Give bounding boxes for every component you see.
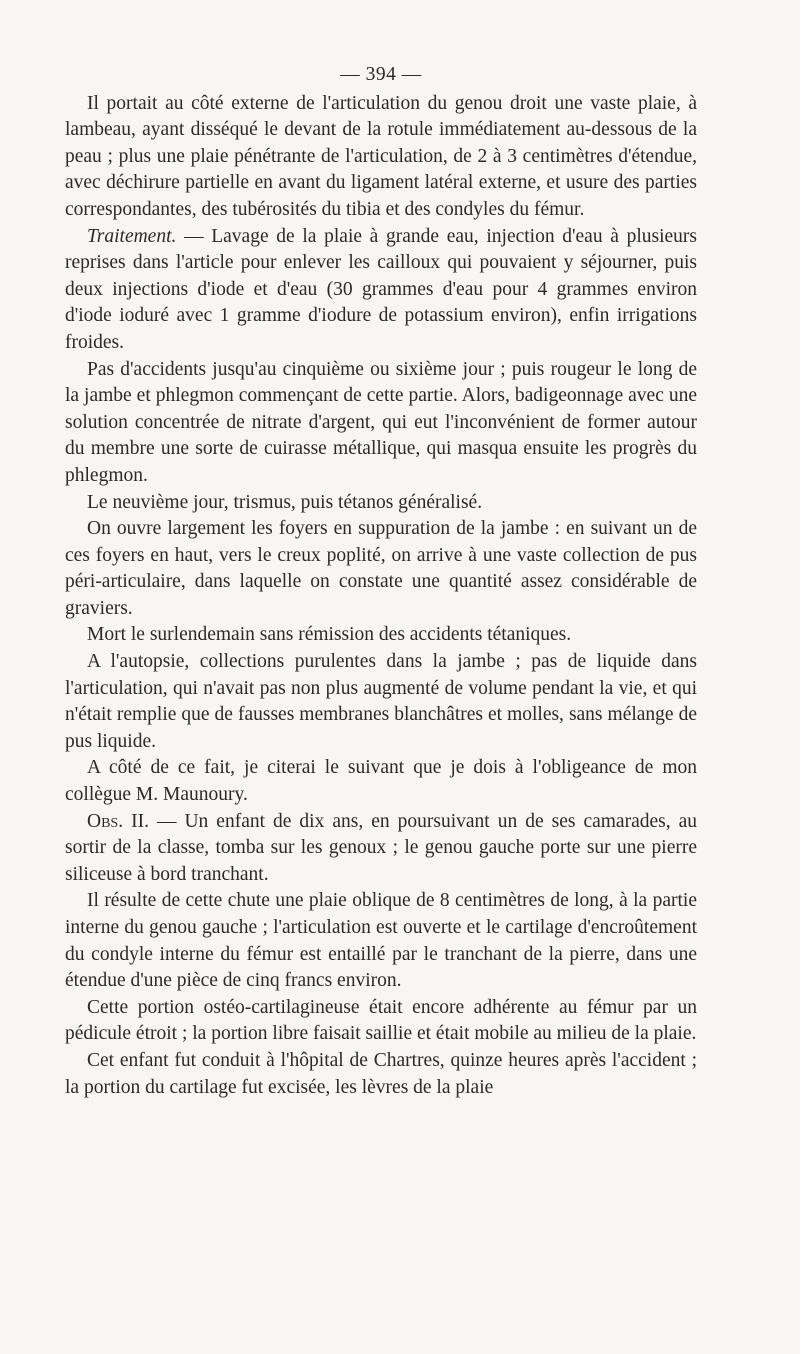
book-page: [65, 62, 697, 1101]
paragraph-text: Il portait au côté externe de l'articulation du genou droit une vaste plaie, à lambeau, ayant disséqué le devant de la rotule immédiatement au-dessous de la peau ; plus une plaie pénétrante de l'articulation, de 2 à 3 centimètres d'étendue, avec déchirure partielle en avant du ligament latéral externe, et usure des parties correspondantes, des tubérosités du tibia et des condyles du fémur.: [65, 92, 697, 220]
paragraph-text: On ouvre largement les foyers en suppuration de la jambe : en suivant un de ces foyers en haut, vers le creux poplité, on arrive à une vaste collection de pus péri-articulaire, dans laquelle on constate une quantité assez considérable de graviers.: [65, 518, 697, 619]
paragraph-text: Il résulte de cette chute une plaie oblique de 8 centimètres de long, à la partie interne du genou gauche ; l'articulation est ouverte et le cartilage d'encroûtement du condyle interne du fémur est entaillé par le tranchant de la pierre, dans une étendue d'une pièce de cinq francs environ.: [65, 890, 697, 992]
page-number: — 394 —: [340, 64, 422, 85]
paragraph-hospital: [65, 1048, 697, 1101]
paragraph-text: Cet enfant fut conduit à l'hôpital de Chartres, quinze heures après l'accident ; la portion du cartilage fut excisée, les lèvres de la plaie: [65, 1049, 697, 1098]
paragraph-tetanus: [65, 490, 697, 517]
paragraph-incision: [65, 516, 697, 622]
paragraph-observation-2: [65, 809, 697, 889]
paragraph-transition: [65, 755, 697, 808]
paragraph-wound-description: [65, 91, 697, 224]
paragraph-text: Cette portion ostéo-cartilagineuse était encore adhérente au fémur par un pédicule étroit ; la portion libre faisait saillie et était mobile au milieu de la plaie.: [65, 996, 697, 1045]
paragraph-text: — Lavage de la plaie à grande eau, injection d'eau à plusieurs reprises dans l'article pour enlever les cailloux qui pouvaient y séjourner, puis deux injections d'iode et d'eau (30 grammes d'eau pour 4 grammes environ d'iode ioduré avec 1 gramme d'iodure de potassium environ), enfin irrigations froides.: [65, 225, 697, 353]
paragraph-text: A côté de ce fait, je citerai le suivant que je dois à l'obligeance de mon collègue M. Maunoury.: [65, 757, 697, 806]
observation-label: Obs. II.: [87, 810, 149, 832]
paragraph-wound-result: [65, 888, 697, 994]
paragraph-text: A l'autopsie, collections purulentes dans la jambe ; pas de liquide dans l'articulation, qui n'avait pas non plus augmenté de volume pendant la vie, et qui n'était remplie que de fausses membranes blanchâtres et molles, sans mélange de pus liquide.: [65, 651, 697, 752]
paragraph-treatment: [65, 224, 697, 357]
paragraph-cartilage: [65, 995, 697, 1048]
paragraph-phlegmon: [65, 357, 697, 490]
paragraph-text: Pas d'accidents jusqu'au cinquième ou sixième jour ; puis rougeur le long de la jambe et phlegmon commençant de cette partie. Alors, badigeonnage avec une solution concentrée de nitrate d'argent, qui eut l'inconvénient de former autour du membre une sorte de cuirasse métallique, qui masqua ensuite les progrès du phlegmon.: [65, 358, 697, 486]
paragraph-autopsy: [65, 649, 697, 755]
paragraph-text: Mort le surlendemain sans rémission des accidents tétaniques.: [87, 624, 572, 646]
paragraph-death: [65, 622, 697, 649]
treatment-heading: Traitement.: [87, 225, 177, 247]
paragraph-text: Le neuvième jour, trismus, puis tétanos généralisé.: [87, 491, 483, 513]
paragraph-text: — Un enfant de dix ans, en poursuivant un de ses camarades, au sortir de la classe, tomba sur les genoux ; le genou gauche porte sur une pierre siliceuse à bord tranchant.: [65, 810, 697, 885]
